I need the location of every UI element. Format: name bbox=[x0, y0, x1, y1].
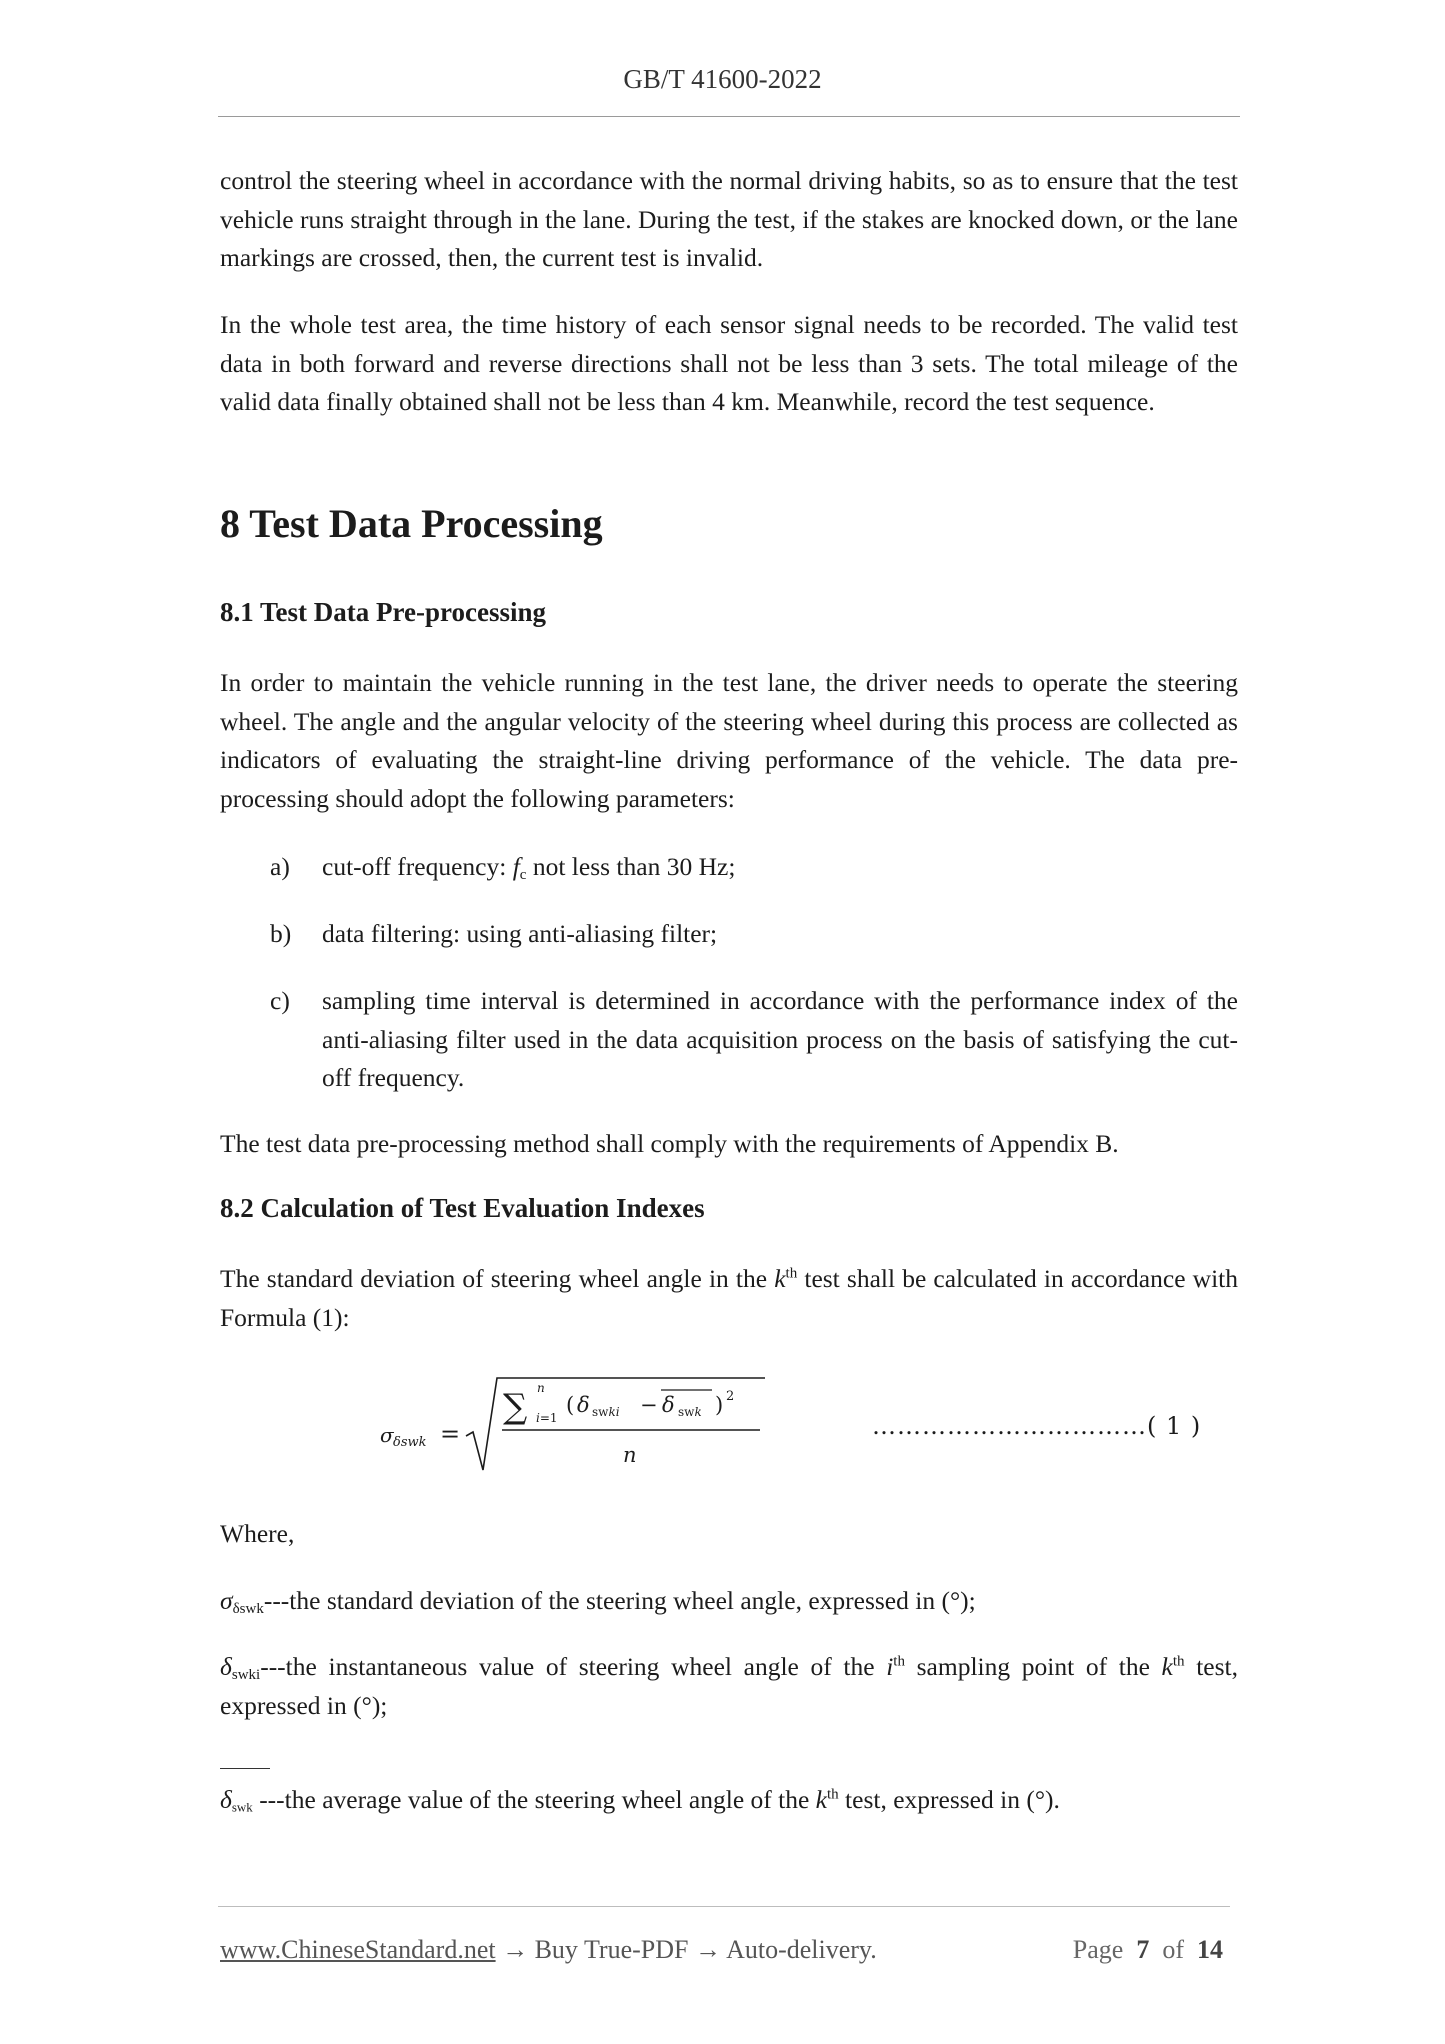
section-8-1-heading: 8.1 Test Data Pre-processing bbox=[220, 597, 546, 627]
svg-text:i=1: i=1 bbox=[536, 1411, 558, 1425]
svg-text:(: ( bbox=[566, 1393, 575, 1417]
list-marker: c) bbox=[270, 986, 290, 1015]
paragraph-intro-1: control the steering wheel in accordance with the normal driving habits, so as to ensure that the test vehicle runs straight through in the lane. During the test, if the stakes are knocked down, or the lane markings are crossed, then, the current test is invalid. bbox=[220, 166, 1238, 272]
where-label: Where, bbox=[220, 1519, 295, 1548]
svg-text:swk: swk bbox=[678, 1405, 702, 1419]
definition-sigma: $\sigma_{\delta swk}--$-the standard deviation of the steering wheel angle, expressed in (°); bbox=[220, 1586, 976, 1617]
list-marker: b) bbox=[270, 919, 292, 948]
svg-text:−: − bbox=[640, 1393, 658, 1417]
paragraph-8-1-closing: The test data pre-processing method shall comply with the requirements of Appendix B. bbox=[220, 1129, 1119, 1158]
svg-text:δswk: δswk bbox=[393, 1435, 427, 1450]
footer-text bbox=[220, 1935, 877, 1965]
page-current: 7 bbox=[1136, 1935, 1150, 1964]
section-8-2-heading: 8.2 Calculation of Test Evaluation Indexes bbox=[220, 1193, 705, 1223]
arrow-icon: → bbox=[502, 1935, 529, 1964]
paragraph-intro-2: In the whole test area, the time history of each sensor signal needs to be recorded. The valid test data in both forward and reverse directions shall not be less than 3 sets. The total mileage of the valid data finally obtained shall not be less than 4 km. Meanwhile, record the test sequence. bbox=[220, 310, 1238, 416]
page-total: 14 bbox=[1197, 1935, 1223, 1964]
delivery-text: Auto-delivery. bbox=[726, 1935, 877, 1964]
list-item-a: a) cut-off frequency: $f_c$ not less than 30 Hz; bbox=[270, 848, 1238, 887]
list-item-c: c) sampling time interval is determined in accordance with the performance index of the anti-aliasing filter used in the data acquisition process on the basis of satisfying the cut-off frequency. bbox=[270, 982, 1238, 1098]
svg-text:swki: swki bbox=[592, 1405, 620, 1419]
svg-text:): ) bbox=[715, 1393, 724, 1417]
paragraph-8-1: In order to maintain the vehicle running in the test lane, the driver needs to operate the steering wheel. The angle and the angular velocity of the steering wheel during this process are collected as indicators of evaluating the straight-line driving performance of the vehicle. The data pre-processing should adopt the following parameters: bbox=[220, 668, 1238, 813]
svg-text:n: n bbox=[537, 1381, 545, 1395]
page-indicator: Page 7 of 14 bbox=[1072, 1935, 1223, 1964]
svg-text:δ: δ bbox=[577, 1393, 590, 1417]
formula-1 bbox=[370, 1370, 790, 1480]
document-header: GB/T 41600-2022 bbox=[623, 64, 822, 94]
buy-pdf-link[interactable]: Buy True-PDF bbox=[534, 1935, 689, 1964]
formula-number: ……………………………( 1 ) bbox=[872, 1412, 1202, 1440]
svg-text:δ: δ bbox=[662, 1393, 675, 1417]
svg-text:∑: ∑ bbox=[503, 1387, 528, 1427]
definition-delta-swk-mean: $\delta_{swk}$ ---the average value of the steering wheel angle of the $k^{th}$ test, expressed in (°). bbox=[220, 1785, 1060, 1815]
site-link[interactable]: www.ChineseStandard.net bbox=[220, 1935, 496, 1964]
svg-text:2: 2 bbox=[726, 1389, 735, 1404]
svg-text:n: n bbox=[623, 1443, 637, 1467]
paragraph-8-2: The standard deviation of steering wheel angle in the $k^{th}$ test shall be calculated in accordance with Formula (1): bbox=[220, 1264, 1238, 1332]
footer-rule bbox=[218, 1906, 1230, 1907]
header-rule bbox=[218, 116, 1240, 117]
section-8-heading: 8 Test Data Processing bbox=[220, 501, 603, 546]
svg-text:σ: σ bbox=[380, 1423, 394, 1447]
mean-overbar bbox=[220, 1768, 270, 1769]
list-marker: a) bbox=[270, 852, 290, 881]
svg-text:=: = bbox=[440, 1420, 461, 1448]
list-item-b: b) data filtering: using anti-aliasing filter; bbox=[270, 915, 1238, 954]
definition-delta-swki: $\delta_{swki}--$-the instantaneous value of steering wheel angle of the $i^{th}$ sampling point of the $k^{th}$ test, expressed in (°); bbox=[220, 1652, 1238, 1720]
arrow-icon: → bbox=[695, 1935, 721, 1964]
